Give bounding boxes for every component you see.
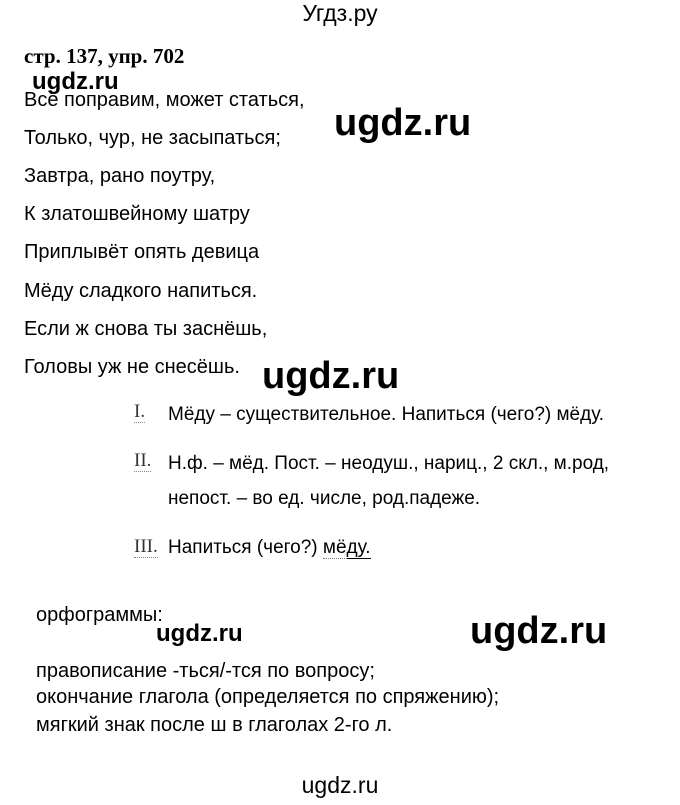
poem-line: Всё поправим, может статься,: [24, 89, 305, 111]
site-footer-label: ugdz.ru: [301, 772, 379, 798]
exercise-heading: стр. 137, упр. 702: [24, 44, 185, 68]
spelling-rule: мягкий знак после ш в глаголах 2-го л.: [36, 714, 393, 736]
poem-line: Головы уж не снесёшь.: [24, 356, 240, 378]
watermark: ugdz.ru: [32, 68, 119, 95]
poem-line: Приплывёт опять девица: [24, 241, 260, 263]
section-numeral: I.: [134, 401, 146, 422]
watermark: ugdz.ru: [470, 610, 608, 652]
analysis-part-3-text: Напиться (чего?): [168, 537, 323, 558]
section-numeral: II.: [134, 450, 152, 471]
analysis-part-2-line-1: Н.ф. – мёд. Пост. – неодуш., нариц., 2 скл., м.род,: [168, 453, 610, 474]
poem-line: Только, чур, не засыпаться;: [24, 127, 281, 149]
analysis-part-2-line-2: непост. – во ед. числе, род.падеже.: [168, 488, 481, 509]
poem-line: Завтра, рано поутру,: [24, 165, 216, 187]
poem-line: Если ж снова ты заснёшь,: [24, 318, 268, 340]
site-title: Угдз.ру: [302, 0, 378, 26]
spelling-title: орфограммы:: [36, 604, 163, 626]
word-stem-mark: мё: [322, 537, 347, 558]
word-ending-mark: ду.: [346, 537, 371, 558]
analysis-part-1: Мёду – существительное. Напиться (чего?) мёду.: [168, 404, 605, 425]
spelling-rule: правописание -ться/-тся по вопросу;: [36, 660, 375, 682]
watermark: ugdz.ru: [334, 102, 472, 144]
analysis-part-3: [168, 537, 371, 559]
spelling-rule: окончание глагола (определяется по спряжению);: [36, 686, 500, 708]
section-numeral: III.: [134, 536, 158, 557]
watermark: ugdz.ru: [156, 620, 243, 647]
poem-line: Мёду сладкого напиться.: [24, 280, 258, 302]
poem-line: К златошвейному шатру: [24, 203, 250, 225]
watermark: ugdz.ru: [262, 355, 400, 397]
